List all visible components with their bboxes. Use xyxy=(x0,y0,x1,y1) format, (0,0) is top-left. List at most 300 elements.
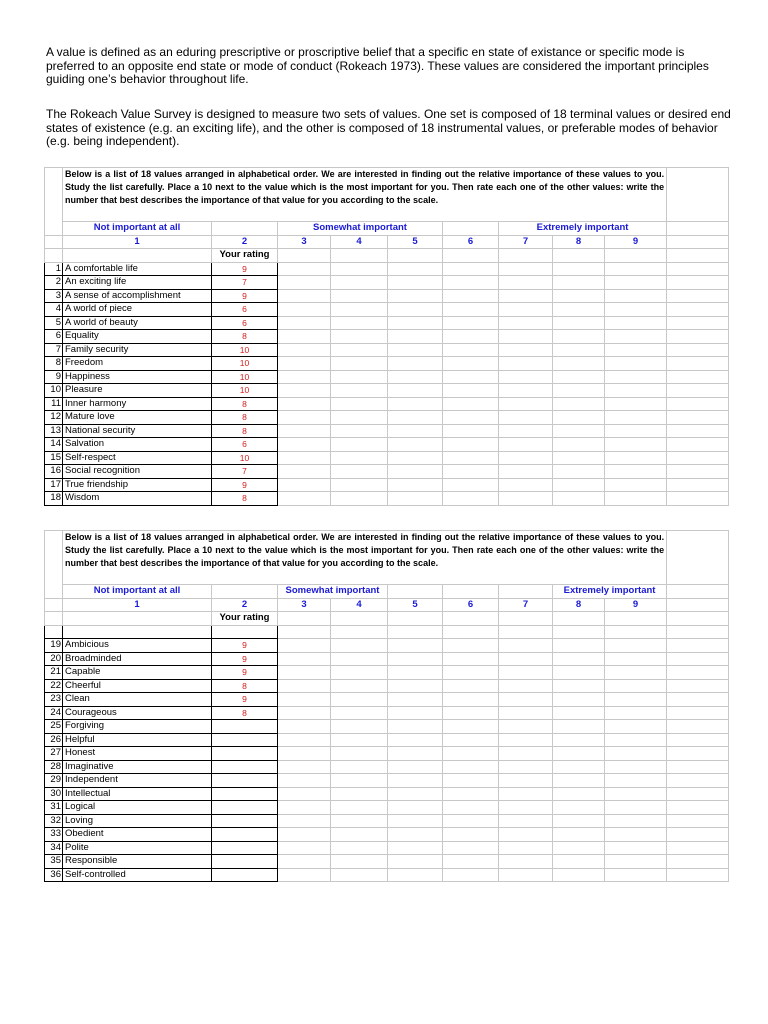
empty-cell xyxy=(667,384,729,398)
empty-cell xyxy=(278,814,331,828)
rating-cell[interactable] xyxy=(212,828,278,842)
rating-cell[interactable]: 10 xyxy=(212,384,278,398)
empty-cell xyxy=(667,330,729,344)
empty-cell xyxy=(605,384,667,398)
instructions-text: Below is a list of 18 values arranged in alphabetical order. We are interested in finding out the relative importance of these values to you. Study the list carefully. Place a 10 next to the value which is the most important for you. Then rate each one of the other values: write the number that best describes the importance of that value for you according to the scale. xyxy=(63,168,667,222)
rating-cell[interactable] xyxy=(212,868,278,882)
rating-cell[interactable] xyxy=(212,814,278,828)
rating-cell[interactable]: 6 xyxy=(212,316,278,330)
empty-cell xyxy=(605,343,667,357)
rating-cell[interactable] xyxy=(212,720,278,734)
value-row xyxy=(45,478,729,492)
empty-cell xyxy=(553,787,605,801)
empty-cell xyxy=(278,303,331,317)
empty-cell xyxy=(388,801,443,815)
empty-cell xyxy=(605,666,667,680)
value-row xyxy=(45,666,729,680)
empty-cell xyxy=(667,465,729,479)
value-row xyxy=(45,397,729,411)
empty-cell xyxy=(443,855,499,869)
empty-cell xyxy=(278,747,331,761)
scale-mid-label: Somewhat important xyxy=(278,222,443,236)
empty-cell xyxy=(499,289,553,303)
value-number: 17 xyxy=(45,478,63,492)
rating-cell[interactable]: 8 xyxy=(212,411,278,425)
rating-cell[interactable]: 6 xyxy=(212,303,278,317)
empty-cell xyxy=(278,706,331,720)
scale-number: 5 xyxy=(388,598,443,612)
empty-cell xyxy=(388,855,443,869)
value-name: Social recognition xyxy=(63,465,212,479)
value-row xyxy=(45,814,729,828)
empty-cell xyxy=(388,262,443,276)
empty-cell xyxy=(499,747,553,761)
empty-cell xyxy=(443,747,499,761)
empty-cell xyxy=(278,679,331,693)
empty-cell xyxy=(331,384,388,398)
empty-cell xyxy=(499,666,553,680)
empty-cell xyxy=(331,424,388,438)
value-name: Inner harmony xyxy=(63,397,212,411)
empty-cell xyxy=(388,652,443,666)
empty-cell xyxy=(388,492,443,506)
value-number: 22 xyxy=(45,679,63,693)
scale-number: 6 xyxy=(443,598,499,612)
value-row xyxy=(45,801,729,815)
empty-cell xyxy=(553,828,605,842)
empty-cell xyxy=(605,397,667,411)
empty-cell xyxy=(443,357,499,371)
empty-cell xyxy=(331,679,388,693)
value-number: 20 xyxy=(45,652,63,666)
empty-cell xyxy=(388,679,443,693)
value-row xyxy=(45,787,729,801)
value-number: 16 xyxy=(45,465,63,479)
rating-cell[interactable]: 10 xyxy=(212,343,278,357)
empty-cell xyxy=(443,370,499,384)
rating-cell[interactable]: 9 xyxy=(212,666,278,680)
empty-cell xyxy=(499,720,553,734)
scale-number: 7 xyxy=(499,235,553,249)
value-number: 8 xyxy=(45,357,63,371)
value-number: 6 xyxy=(45,330,63,344)
empty-cell xyxy=(667,478,729,492)
empty-cell xyxy=(331,814,388,828)
empty-cell xyxy=(605,652,667,666)
value-number: 35 xyxy=(45,855,63,869)
empty-cell xyxy=(667,411,729,425)
value-number: 26 xyxy=(45,733,63,747)
value-row xyxy=(45,733,729,747)
empty-cell xyxy=(388,747,443,761)
value-name: Happiness xyxy=(63,370,212,384)
empty-cell xyxy=(278,693,331,707)
empty-cell xyxy=(388,330,443,344)
value-row xyxy=(45,316,729,330)
empty-cell xyxy=(331,855,388,869)
value-row xyxy=(45,303,729,317)
empty-cell xyxy=(331,652,388,666)
empty-cell xyxy=(499,693,553,707)
rating-cell[interactable]: 8 xyxy=(212,492,278,506)
empty-cell xyxy=(553,733,605,747)
empty-cell xyxy=(278,774,331,788)
empty-cell xyxy=(331,370,388,384)
empty-cell xyxy=(278,411,331,425)
rating-cell[interactable] xyxy=(212,801,278,815)
scale-number: 2 xyxy=(212,598,278,612)
value-row xyxy=(45,855,729,869)
value-name: A comfortable life xyxy=(63,262,212,276)
value-number: 31 xyxy=(45,801,63,815)
empty-cell xyxy=(388,357,443,371)
empty-cell xyxy=(331,451,388,465)
empty-cell xyxy=(499,828,553,842)
value-number: 15 xyxy=(45,451,63,465)
empty-cell xyxy=(553,478,605,492)
empty-cell xyxy=(331,720,388,734)
empty-cell xyxy=(388,774,443,788)
empty-cell xyxy=(553,411,605,425)
rating-cell[interactable]: 10 xyxy=(212,370,278,384)
empty-cell xyxy=(388,841,443,855)
value-name: Self-respect xyxy=(63,451,212,465)
empty-cell xyxy=(667,774,729,788)
empty-cell xyxy=(443,330,499,344)
empty-cell xyxy=(278,451,331,465)
empty-cell xyxy=(278,841,331,855)
empty-cell xyxy=(388,760,443,774)
empty-cell xyxy=(605,733,667,747)
empty-cell xyxy=(443,384,499,398)
instructions-text: Below is a list of 18 values arranged in alphabetical order. We are interested in finding out the relative importance of these values to you. Study the list carefully. Place a 10 next to the value which is the most important for you. Then rate each one of the other values: write the number that best describes the importance of that value for you according to the scale. xyxy=(63,531,667,585)
scale-number: 3 xyxy=(278,598,331,612)
empty-cell xyxy=(605,787,667,801)
empty-cell xyxy=(443,841,499,855)
rating-cell[interactable] xyxy=(212,747,278,761)
value-name: Pleasure xyxy=(63,384,212,398)
rating-cell[interactable]: 9 xyxy=(212,478,278,492)
empty-cell xyxy=(331,289,388,303)
empty-cell xyxy=(605,841,667,855)
value-name: Clean xyxy=(63,693,212,707)
rating-cell[interactable]: 8 xyxy=(212,330,278,344)
value-name: Broadminded xyxy=(63,652,212,666)
value-name: Helpful xyxy=(63,733,212,747)
empty-cell xyxy=(388,438,443,452)
rating-cell[interactable]: 9 xyxy=(212,652,278,666)
empty-cell xyxy=(278,666,331,680)
empty-cell xyxy=(331,801,388,815)
value-name: Ambicious xyxy=(63,639,212,653)
value-number: 14 xyxy=(45,438,63,452)
value-row xyxy=(45,774,729,788)
value-number: 4 xyxy=(45,303,63,317)
value-name: Logical xyxy=(63,801,212,815)
value-number: 28 xyxy=(45,760,63,774)
value-name: Honest xyxy=(63,747,212,761)
value-name: Forgiving xyxy=(63,720,212,734)
rating-cell[interactable] xyxy=(212,787,278,801)
empty-cell xyxy=(388,465,443,479)
rating-cell[interactable] xyxy=(212,841,278,855)
empty-cell xyxy=(553,438,605,452)
rating-cell[interactable]: 9 xyxy=(212,693,278,707)
empty-cell xyxy=(553,370,605,384)
empty-cell xyxy=(443,262,499,276)
empty-cell xyxy=(499,424,553,438)
empty-cell xyxy=(278,397,331,411)
value-row xyxy=(45,262,729,276)
scale-number: 9 xyxy=(605,598,667,612)
value-row xyxy=(45,747,729,761)
rating-cell[interactable]: 9 xyxy=(212,639,278,653)
empty-cell xyxy=(605,774,667,788)
empty-cell xyxy=(605,747,667,761)
rating-cell[interactable] xyxy=(212,774,278,788)
instrumental-values-body xyxy=(45,639,729,882)
value-name: Independent xyxy=(63,774,212,788)
empty-cell xyxy=(331,276,388,290)
empty-cell xyxy=(388,868,443,882)
empty-cell xyxy=(499,357,553,371)
value-row xyxy=(45,276,729,290)
empty-cell xyxy=(331,316,388,330)
empty-cell xyxy=(331,262,388,276)
value-row xyxy=(45,330,729,344)
empty-cell xyxy=(499,679,553,693)
empty-cell xyxy=(443,814,499,828)
empty-cell xyxy=(499,733,553,747)
rating-cell[interactable]: 8 xyxy=(212,397,278,411)
value-row xyxy=(45,370,729,384)
empty-cell xyxy=(443,411,499,425)
empty-cell xyxy=(553,720,605,734)
empty-cell xyxy=(443,760,499,774)
empty-cell xyxy=(553,357,605,371)
value-row xyxy=(45,828,729,842)
empty-cell xyxy=(499,652,553,666)
value-name: Imaginative xyxy=(63,760,212,774)
empty-cell xyxy=(553,666,605,680)
rating-cell[interactable]: 10 xyxy=(212,451,278,465)
empty-cell xyxy=(443,303,499,317)
empty-cell xyxy=(499,330,553,344)
empty-cell xyxy=(553,679,605,693)
value-name: Obedient xyxy=(63,828,212,842)
empty-cell xyxy=(278,289,331,303)
rating-cell[interactable] xyxy=(212,855,278,869)
empty-cell xyxy=(443,451,499,465)
value-number: 11 xyxy=(45,397,63,411)
empty-cell xyxy=(499,492,553,506)
empty-cell xyxy=(553,747,605,761)
empty-cell xyxy=(443,343,499,357)
empty-cell xyxy=(443,733,499,747)
empty-cell xyxy=(605,303,667,317)
empty-cell xyxy=(553,343,605,357)
empty-cell xyxy=(553,424,605,438)
empty-cell xyxy=(331,787,388,801)
empty-cell xyxy=(499,370,553,384)
empty-cell xyxy=(278,720,331,734)
rating-cell[interactable]: 9 xyxy=(212,289,278,303)
rating-cell[interactable]: 8 xyxy=(212,424,278,438)
value-number: 24 xyxy=(45,706,63,720)
empty-cell xyxy=(667,276,729,290)
empty-cell xyxy=(388,706,443,720)
empty-cell xyxy=(605,679,667,693)
scale-number: 4 xyxy=(331,235,388,249)
empty-cell xyxy=(331,411,388,425)
empty-cell xyxy=(278,868,331,882)
empty-cell xyxy=(331,747,388,761)
empty-cell xyxy=(499,343,553,357)
empty-cell xyxy=(667,679,729,693)
empty-cell xyxy=(443,652,499,666)
rating-cell[interactable]: 6 xyxy=(212,438,278,452)
empty-cell xyxy=(278,492,331,506)
value-name: A world of piece xyxy=(63,303,212,317)
empty-cell xyxy=(443,438,499,452)
empty-cell xyxy=(605,411,667,425)
empty-cell xyxy=(667,747,729,761)
empty-cell xyxy=(667,370,729,384)
empty-cell xyxy=(443,666,499,680)
value-row xyxy=(45,384,729,398)
value-name: True friendship xyxy=(63,478,212,492)
empty-cell xyxy=(667,801,729,815)
empty-cell xyxy=(553,706,605,720)
empty-cell xyxy=(278,370,331,384)
empty-cell xyxy=(667,760,729,774)
scale-number: 8 xyxy=(553,235,605,249)
value-row xyxy=(45,868,729,882)
empty-cell xyxy=(443,492,499,506)
scale-number: 7 xyxy=(499,598,553,612)
empty-cell xyxy=(553,384,605,398)
rating-cell[interactable]: 8 xyxy=(212,706,278,720)
empty-cell xyxy=(331,357,388,371)
value-row xyxy=(45,639,729,653)
rating-cell[interactable] xyxy=(212,733,278,747)
empty-cell xyxy=(499,801,553,815)
empty-cell xyxy=(605,438,667,452)
empty-cell xyxy=(605,693,667,707)
empty-cell xyxy=(553,814,605,828)
empty-cell xyxy=(667,787,729,801)
empty-cell xyxy=(388,478,443,492)
empty-cell xyxy=(388,720,443,734)
empty-cell xyxy=(443,316,499,330)
empty-cell xyxy=(499,639,553,653)
empty-cell xyxy=(605,720,667,734)
empty-cell xyxy=(331,774,388,788)
empty-cell xyxy=(331,330,388,344)
value-row xyxy=(45,411,729,425)
empty-cell xyxy=(331,438,388,452)
rating-cell[interactable]: 7 xyxy=(212,276,278,290)
empty-cell xyxy=(499,868,553,882)
empty-cell xyxy=(605,868,667,882)
empty-cell xyxy=(443,397,499,411)
empty-cell xyxy=(667,397,729,411)
empty-cell xyxy=(667,438,729,452)
empty-cell xyxy=(388,303,443,317)
rating-cell[interactable]: 9 xyxy=(212,262,278,276)
empty-cell xyxy=(605,814,667,828)
value-number: 33 xyxy=(45,828,63,842)
value-row xyxy=(45,706,729,720)
empty-cell xyxy=(553,303,605,317)
value-number: 25 xyxy=(45,720,63,734)
terminal-values-body xyxy=(45,262,729,505)
empty-cell xyxy=(331,760,388,774)
empty-cell xyxy=(667,316,729,330)
empty-cell xyxy=(499,465,553,479)
empty-cell xyxy=(667,814,729,828)
empty-cell xyxy=(331,733,388,747)
empty-cell xyxy=(605,828,667,842)
value-row xyxy=(45,492,729,506)
value-number: 2 xyxy=(45,276,63,290)
value-name: A world of beauty xyxy=(63,316,212,330)
empty-cell xyxy=(499,760,553,774)
rating-column-header: Your rating xyxy=(212,249,278,263)
value-number: 29 xyxy=(45,774,63,788)
value-row xyxy=(45,465,729,479)
empty-cell xyxy=(388,424,443,438)
empty-cell xyxy=(278,801,331,815)
empty-cell xyxy=(553,262,605,276)
empty-cell xyxy=(443,774,499,788)
empty-cell xyxy=(553,868,605,882)
empty-cell xyxy=(667,639,729,653)
empty-cell xyxy=(443,465,499,479)
rating-cell[interactable] xyxy=(212,760,278,774)
value-number: 3 xyxy=(45,289,63,303)
empty-cell xyxy=(443,276,499,290)
value-number: 13 xyxy=(45,424,63,438)
scale-number: 5 xyxy=(388,235,443,249)
rating-cell[interactable]: 7 xyxy=(212,465,278,479)
empty-cell xyxy=(499,262,553,276)
value-row xyxy=(45,693,729,707)
empty-cell xyxy=(278,787,331,801)
rating-cell[interactable]: 10 xyxy=(212,357,278,371)
value-number: 7 xyxy=(45,343,63,357)
value-name: Equality xyxy=(63,330,212,344)
rating-cell[interactable]: 8 xyxy=(212,679,278,693)
empty-cell xyxy=(667,451,729,465)
empty-cell xyxy=(553,760,605,774)
empty-cell xyxy=(388,370,443,384)
empty-cell xyxy=(331,666,388,680)
empty-cell xyxy=(605,492,667,506)
empty-cell xyxy=(605,801,667,815)
value-number: 21 xyxy=(45,666,63,680)
scale-low-label: Not important at all xyxy=(63,585,212,599)
value-row xyxy=(45,343,729,357)
empty-cell xyxy=(278,828,331,842)
value-name: Loving xyxy=(63,814,212,828)
empty-cell xyxy=(331,465,388,479)
empty-cell xyxy=(443,828,499,842)
empty-cell xyxy=(553,774,605,788)
empty-cell xyxy=(278,478,331,492)
empty-cell xyxy=(278,760,331,774)
empty-cell xyxy=(388,411,443,425)
